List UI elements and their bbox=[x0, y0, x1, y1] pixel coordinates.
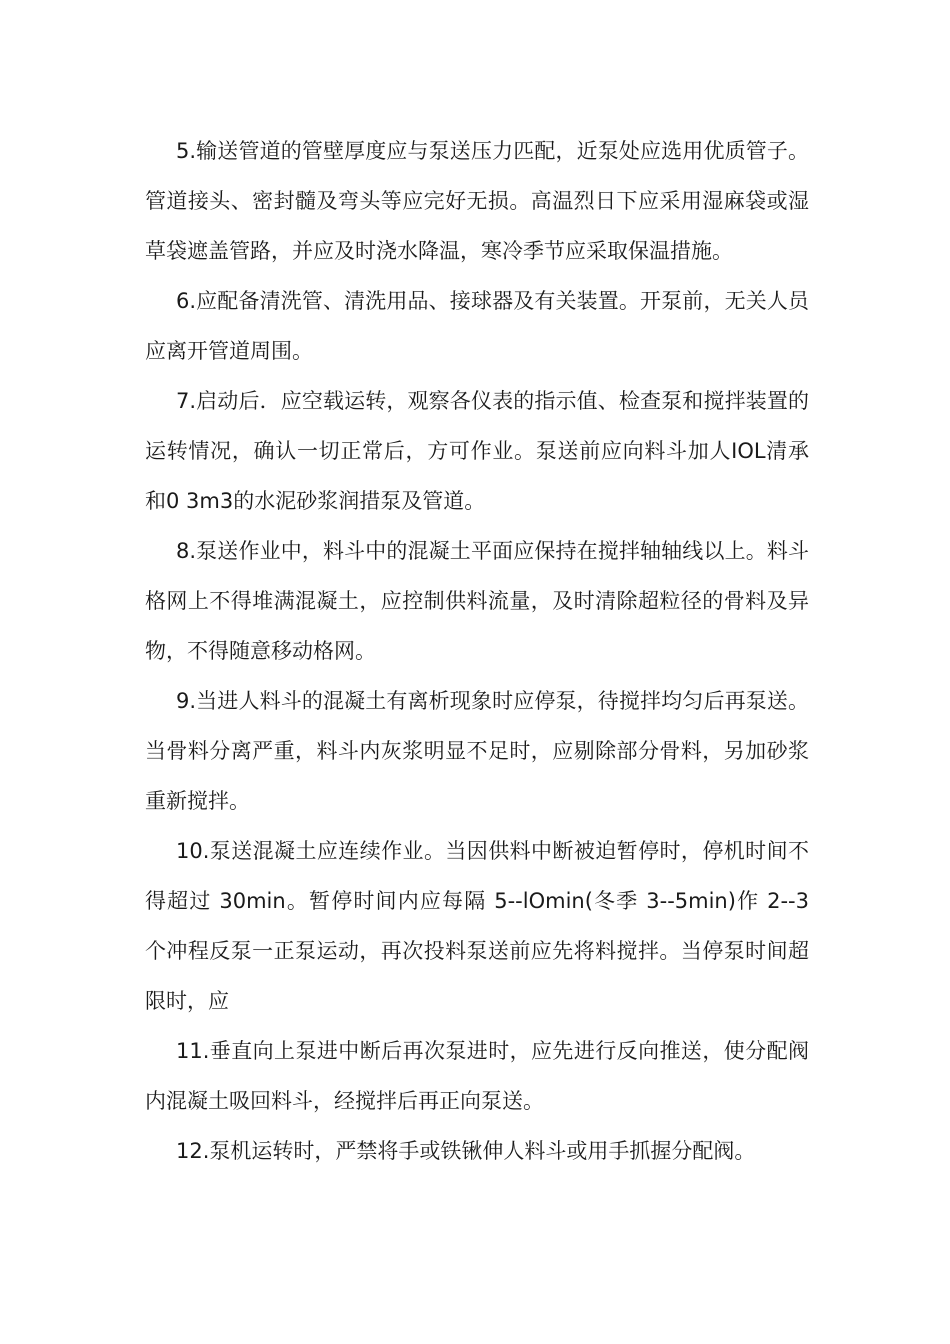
paragraph-item-11: 11.垂直向上泵进中断后再次泵进时，应先进行反向推送，使分配阀内混凝土吸回料斗，经搅拌后再正向泵送。 bbox=[145, 1039, 809, 1113]
paragraph-item-8: 8.泵送作业中，料斗中的混凝土平面应保持在搅拌轴轴线以上。料斗格网上不得堆满混凝土，应控制供料流量，及时清除超粒径的骨料及异物，不得随意移动格网。 bbox=[145, 539, 809, 663]
paragraph-item-10: 10.泵送混凝土应连续作业。当因供料中断被迫暂停时，停机时间不得超过 30min。暂停时间内应每隔 5--lOmin(冬季 3--5min)作 2--3 个冲程反泵一正泵运动，再次投料泵送前应先将料搅拌。当停泵时间超限时，应 bbox=[145, 839, 809, 1013]
paragraph-item-5: 5.输送管道的管壁厚度应与泵送压力匹配，近泵处应选用优质管子。管道接头、密封髓及弯头等应完好无损。高温烈日下应采用湿麻袋或湿草袋遮盖管路，并应及时浇水降温，寒冷季节应采取保温措施。 bbox=[145, 139, 809, 263]
paragraph-item-12: 12.泵机运转时，严禁将手或铁锹伸人料斗或用手抓握分配阀。 bbox=[176, 1139, 756, 1163]
paragraph-item-9: 9.当进人料斗的混凝土有离析现象时应停泵，待搅拌均匀后再泵送。当骨料分离严重，料斗内灰浆明显不足时，应剔除部分骨料，另加砂浆重新搅拌。 bbox=[145, 689, 809, 813]
paragraph-item-6: 6.应配备清洗管、清洗用品、接球器及有关装置。开泵前，无关人员应离开管道周围。 bbox=[145, 289, 809, 363]
paragraph-item-7: 7.启动后．应空载运转，观察各仪表的指示值、检查泵和搅拌装置的运转情况，确认一切正常后，方可作业。泵送前应向料斗加人IOL清承和0 3m3的水泥砂浆润措泵及管道。 bbox=[145, 389, 809, 513]
document-body bbox=[145, 126, 809, 1176]
